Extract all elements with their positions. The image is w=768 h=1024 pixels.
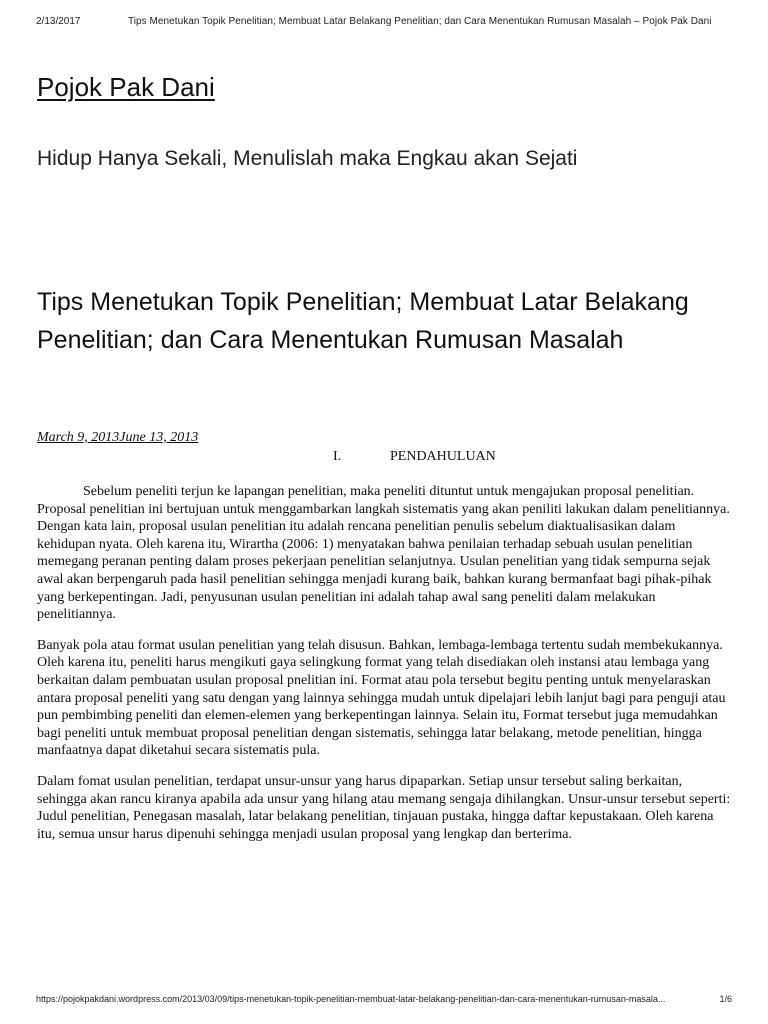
section-heading — [333, 449, 496, 465]
paragraph-1: Sebelum peneliti terjun ke lapangan penelitian, maka peneliti dituntut untuk mengajukan proposal penelitian. Proposal penelitian ini bertujuan untuk menggambarkan langkah sistematis yang akan peniliti lakukan dalam penelitiannya. Dengan kata lain, proposal usulan penelitian itu adalah rencana penelitian penulis sebelum diaktualisasikan dalam kehidupan nyata. Oleh karena itu, Wirartha (2006: 1) menyatakan bahwa penilaian terhadap sebuah usulan penelitian memegang peranan penting dalam proses pekerjaan penelitian selanjutnya. Usulan penelitian yang tidak sempurna sejak awal akan berpengaruh pada hasil penelitian sehingga menjadi kurang baik, bahkan kurang bermanfaat bagi pihak-pihak yang berkepentingan. Jadi, penyusunan usulan penelitian ini adalah tahap awal sang peneliti dalam melakukan penelitiannya. — [37, 484, 730, 623]
paragraph-3: Dalam fomat usulan penelitian, terdapat unsur-unsur yang harus dipaparkan. Setiap unsur tersebut saling berkaitan, sehingga akan rancu kiranya apabila ada unsur yang hilang atau memang sengaja dihilangkan. Unsur-unsur tersebut seperti: Judul penelitian, Penegasan masalah, latar belakang penelitian, tinjauan pustaka, hingga daftar kepustakaan. Oleh karena itu, semua unsur harus dipenuhi sehingga menjadi usulan proposal yang lengkap dan berterima. — [37, 773, 731, 842]
print-page-title: Tips Menetukan Topik Penelitian; Membuat Latar Belakang Penelitian; dan Cara Menentukan Rumusan Masalah – Pojok Pak Dani — [128, 16, 712, 27]
post-title: Tips Menetukan Topik Penelitian; Membuat Latar Belakang Penelitian; dan Cara Menentukan Rumusan Masalah — [37, 288, 689, 354]
site-title-link[interactable]: Pojok Pak Dani — [37, 72, 215, 102]
print-url: https://pojokpakdani.wordpress.com/2013/03/09/tips-menetukan-topik-penelitian-membuat-latar-belakang-penelitian-dan-cara-menentukan-rumusan-masala... — [36, 994, 666, 1004]
print-date: 2/13/2017 — [36, 16, 81, 27]
site-tagline: Hidup Hanya Sekali, Menulislah maka Engkau akan Sejati — [37, 147, 578, 170]
section-number: I. — [333, 449, 342, 464]
paragraph-2: Banyak pola atau format usulan penelitian yang telah disusun. Bahkan, lembaga-lembaga tertentu sudah membekukannya. Oleh karena itu, peneliti harus mengikuti gaya selingkung format yang telah disediakan oleh instansi atau lembaga yang berkaitan dalam pembuatan usulan proposal pnelitian ini. Format atau pola tersebut begitu penting untuk menyelaraskan antara proposal peneliti yang satu dengan yang lainnya sehingga mudah untuk dipelajari lebih lanjut bagi para penguji atau pun pembimbing peneliti dan elemen-elemen yang berkepentingan lainnya. Selain itu, Format tersebut juga memudahkan bagi peneliti untuk membuat proposal penelitian dengan sistematis, sehingga latar belakang, metode penelitian, hingga manfaatnya dapat diketahui secara sistematis pula. — [37, 637, 726, 759]
print-page-number: 1/6 — [719, 994, 732, 1004]
post-date-link[interactable]: March 9, 2013June 13, 2013 — [37, 430, 199, 445]
post-content — [37, 483, 732, 856]
section-title: PENDAHULUAN — [390, 449, 496, 464]
